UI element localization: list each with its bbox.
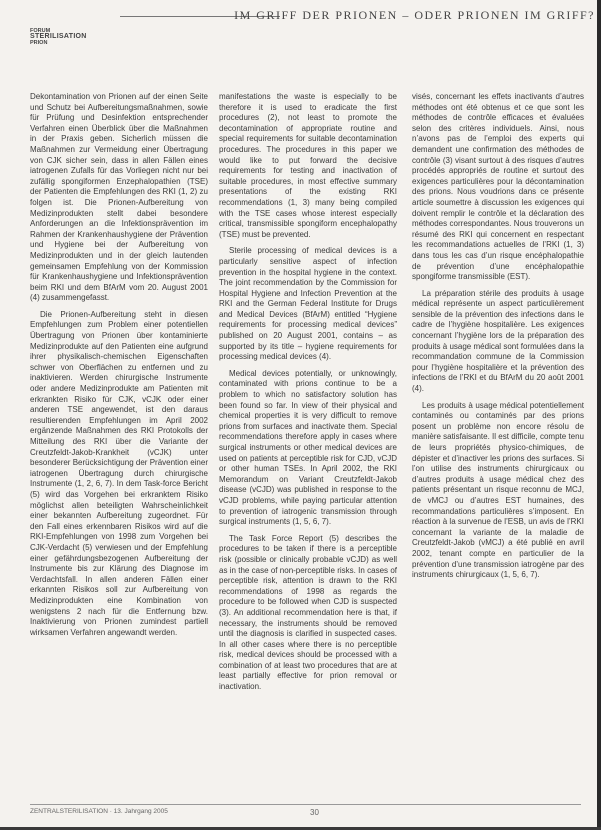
section-label [30, 28, 87, 46]
paragraph: Die Prionen-Aufbereitung steht in diesen Empfehlungen zum Problem einer potentiellen Übertragung von Prionen über kontaminierte Medizinprodukte auf den Patienten eine aufgrund ihrer physikalisch-chemischen Eigenschaften schwer von Oberflächen zu entfernen und zu inaktivieren. Werden chirurgische Instrumente oder andere Medizinprodukte am Patienten mit erkrankten Risiko für CJK, vCJK oder einer anderen TSE angewendet, ist den daraus resultierenden Empfehlungen im April 2002 ergänzende Maßnahmen des RKI Protokolls der Mitteilung des RKI über die Variante der Creutzfeldt-Jakob-Krankheit (vCJK) unter besonderer Berücksichtigung der Prävention einer iatrogenen Übertragung durch chirurgische Instrumente (1, 2, 6, 7). In dem Task-force Bericht (5) wird das Vorgehen bei erkranktem Risiko möglichst allen beteiligten Wahrscheinlichkeit einer bekannten Aufbereitung zugeordnet. Für den Fall eines erkennbaren Risikos wird auf die RKI-Empfehlungen von 1998 zum Vorgehen bei CJK-Verdacht (5) verwiesen und der Empfehlung einer gefährdungsbezogenen Aufbereitung der Instrumente bis zur Klärung des Diagnose im Verdachtsfall. In allen anderen Fällen einer erkannten Risikos soll zur Aufbereitung von Medizinprodukten eine Kombination von wenigstens 2 nach für die Entfernung bzw. Inaktivierung von Prionen zumindest partiell wirksamen Verfahren angewandt werden. [30, 309, 208, 637]
paragraph: La préparation stérile des produits à usage médical représente un aspect particulièrement sensible de la prévention des infections dans le cadre de l’hygiène hospitalière. Les exigences concernant l’hygiène lors de la préparation des produits à usage médical sont formulées dans la recommandation commune de la Commission pour l’hygiène hospitalière et la prévention des infections de l’RKI et du BfArM du 20 août 2001 (4). [412, 288, 584, 394]
scan-edge [597, 0, 601, 830]
paragraph: visés, concernant les effets inactivants d’autres méthodes ont été obtenus et ce que sont les méthodes de contrôle efficaces et évaluées selon des critères individuels. Ainsi, nous n’avons pas de l’emploi des experts qui demandent une confirmation des méthodes de contrôle (3) visant surtout à des risques d’autres procédés appropriés de routine et surtout des exigences particulières pour la décontamination des prions. Nous voudrions dans ce présente article soumettre à discussion les exigences qui doivent remplir le contrôle et la déclaration des méthodes correspondantes. Nous trouverons un résumé des RKI qui concernent en respectant les recommandations actuelles de l’RKI (1, 3) dans tous les cas d’un risque encéphalopathie de prévention d’une encéphalopathie spongiforme transmissible (EST). [412, 92, 584, 282]
section-label-line1: FORUM [30, 28, 51, 34]
section-label-line2: STERILISATION [30, 33, 87, 40]
header-title: IM GRIFF DER PRIONEN – ODER PRIONEN IM GRIFF? [234, 8, 595, 22]
running-header [0, 6, 601, 28]
paragraph: Les produits à usage médical potentiellement contaminés ou contaminés par des prions posent un problème non encore résolu de manière satisfaisante. Il est difficile, compte tenu de leurs propriétés physico-chimiques, de dépister et d’inactiver les prions des surfaces. Si l’on utilise des instruments chirurgicaux ou d’autres produits à usage médical chez des patients présentant un risque reconnu de MCJ, de vMCJ ou d’autres EST humaines, des recommandations particulières s’imposent. En réaction à la survenue de l’ESB, un avis de l’RKI concernant la variante de la maladie de Creutzfeldt-Jakob (vMCJ) a été publié en avril 2002, tenant compte en particulier de la prévention d’une transmission iatrogène par des instruments chirurgicaux (1, 5, 6, 7). [412, 400, 584, 580]
page-number: 30 [310, 808, 319, 817]
paragraph: manifestations the waste is especially to be therefore it is used to eradicate the first procedures (2), not least to promote the decontamination of appropriate routine and special requirements for suitable decontamination procedures. The procedures in this paper we would like to put forward the decisive requirements for testing and inactivation of suitable procedures, in most effective summary presentations of the existing RKI recommendations (1, 3) many being compiled with the TSE cases whose interest especially critical, transmissible spongiform encephalopathy (TSE) must be prevented. [219, 92, 397, 239]
section-label-line3: PRION [30, 40, 48, 46]
column-french [412, 92, 584, 792]
column-english [219, 92, 397, 792]
footer-journal: ZENTRALSTERILISATION · 13. Jahrgang 2005 [30, 808, 168, 815]
paragraph: Sterile processing of medical devices is a particularly sensitive aspect of infection prevention in the hospital hygiene in the context. The joint recommendation by the Commission for Hospital Hygiene and Infection Prevention at the RKI and the German Federal Institute for Drugs and Medical Devices (BfArM) entitled “Hygiene requirements for processing medical devices” published on 20 August 2001, contains – as supported by its title – hygiene requirements for processing medical devices (4). [219, 246, 397, 362]
column-german [30, 92, 208, 792]
page-footer [30, 804, 581, 819]
paragraph: The Task Force Report (5) describes the procedures to be taken if there is a perceptible risk (possible or clinically probable vCJD) as well as in the case of non-perceptible risks. In cases of perceptible risk, attention is drawn to the RKI recommendations of 1998 as regards the procedure to be followed when CJD is suspected (3). An additional recommendation here is that, if necessary, the instruments should be removed until the diagnosis is clarified in suspected cases. In all other cases where there is no perceptible risk, medical devices should be processed with a combination of at least two procedures that are at least partially effective for prion removal or inactivation. [219, 533, 397, 692]
paragraph: Dekontamination von Prionen auf der einen Seite und Schutz bei Aufbereitungsmaßnahmen, sowie für Prüfung und Desinfektion entsprechender Verfahren einen Überblick über die Maßnahmen in der Praxis geben. Sicherlich müssen die Maßnahmen zur Vermeidung einer Übertragung von CJK sicher sein, dass in allen Fällen eines iatrogenen Zufalls für das Vorliegen nicht nur bei zufällig spongiformen Enzephalopathien (TSE) der Patienten die Empfehlungen des RKI (1, 2) zu folgen ist. Die Prionen-Aufbereitung von Medizinprodukten stellt dabei besondere Anforderungen an die Infektionsprävention im Rahmen der Krankenhaushygiene der Prävention und Hygiene bei der Aufbereitung von Medizinprodukten und in der gleich lautenden gemeinsamen Empfehlung von der Kommission für Krankenhaushygiene und Infektionsprävention beim RKI und dem BfArM vom 20. August 2001 (4) zusammengefasst. [30, 92, 208, 303]
paragraph: Medical devices potentially, or unknowingly, contaminated with prions continue to be a problem to which no satisfactory solution has been found so far. In view of their physical and chemical properties it is very difficult to remove prions from surfaces and inactivate them. Special recommendations therefore apply in cases where surgical instruments or other medical devices are used on patients at perceptible risk for CJD, vCJD or other human TSEs. In April 2002, the RKI Memorandum on Variant Creutzfeldt-Jakob disease (vCJD) was published in response to the vCJD problems, while paying particular attention to prevention of iatrogenic transmission through surgical instruments (1, 5, 6, 7). [219, 368, 397, 527]
